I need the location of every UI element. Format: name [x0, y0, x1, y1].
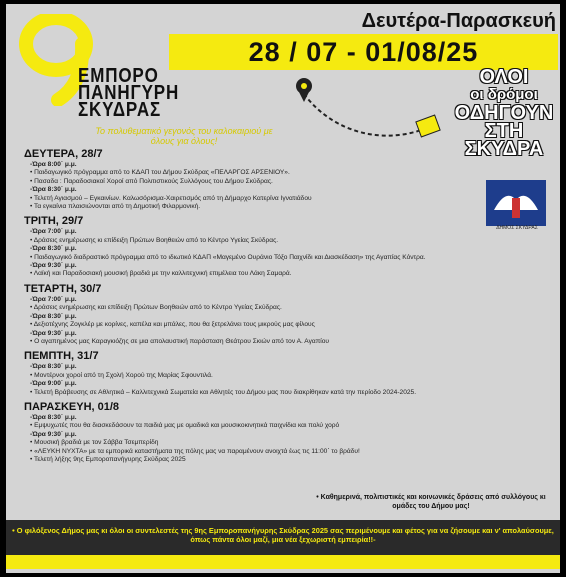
event-item: • Τελετή Βράβευσης σε Αθλητικά – Καλλιτεχνικά Σωματεία και Αθλητές του Δήμου μας που διακρίθηκαν κατά την περίοδο 2024-2025.	[30, 388, 417, 396]
day-title: ΤΕΤΑΡΤΗ, 30/7	[24, 282, 102, 295]
event-item: • Λαϊκή και Παραδοσιακή μουσική βραδιά με την καλλιτεχνική επιμέλεια του Λάκη Σαμαρά.	[30, 270, 292, 278]
day-block	[24, 283, 544, 346]
logo-line-1: ΕΜΠΟΡΟ	[78, 65, 159, 87]
event-item: • Παιδαγωγικό πρόγραμμα από το ΚΔΑΠ του Δήμου Σκύδρας «ΠΕΛΑΡΓΟΣ ΑΡΣΕΝΙΟΥ».	[30, 169, 290, 177]
day-block	[24, 148, 544, 211]
day-block	[24, 401, 544, 464]
day-title: ΤΡΙΤΗ, 29/7	[24, 215, 84, 228]
event-item: • Πασαδα : Παραδοσιακοί Χοροί από Πολιτιστικούς Συλλόγους του Δήμου Σκύδρας.	[30, 177, 273, 185]
day-title: ΠΕΜΠΤΗ, 31/7	[24, 350, 99, 363]
roads-line-3: ΟΔΗΓΟΥΝ	[454, 102, 554, 124]
event-item: • «ΛΕΥΚΗ ΝΥΧΤΑ» με τα εμπορικά καταστήματα της πόλης μας να παραμένουν ανοιχτά έως τις 11:00΄ το βράδυ!	[30, 447, 360, 455]
event-item: • Δράσεις ενημέρωσης κι επίδειξη Πρώτων Βοηθειών από το Κέντρο Υγείας Σκύδρας.	[30, 236, 279, 244]
logo-line-2: ΠΑΝΗΓΥΡΗ	[78, 82, 180, 104]
event-time: -Ώρα 9:00΄ μ.μ.	[30, 380, 77, 388]
event-time: -Ώρα 7:00΄ μ.μ.	[30, 228, 77, 236]
logo-line-3: ΣΚΥΔΡΑΣ	[78, 99, 162, 121]
route-path-icon	[294, 74, 454, 154]
event-poster	[6, 4, 560, 573]
day-block	[24, 350, 544, 397]
event-item: • Μουσική βραδιά με τον Σάββα Τσεμπερίδη	[30, 439, 159, 447]
schedule	[24, 144, 544, 464]
event-item: • Εμψυχωτές που θα διασκεδάσουν τα παιδιά μας με ομαδικά και μουσικοκινητικά παιχνίδια και πολύ χορό	[30, 422, 340, 430]
event-time: -Ώρα 9:30΄ μ.μ.	[30, 329, 77, 337]
event-time: -Ώρα 9:30΄ μ.μ.	[30, 430, 77, 438]
event-item: • Μοντέρνοι χοροί από τη Σχολή Χορού της Μαρίας Σφουντιλά.	[30, 371, 213, 379]
event-item: • Τελετή λήξης 9ης Εμποροπανήγυρης Σκύδρας 2025	[30, 455, 186, 463]
day-title: ΠΑΡΑΣΚΕΥΗ, 01/8	[24, 400, 120, 413]
bottom-accent-strip	[6, 555, 560, 569]
day-title: ΔΕΥΤΕΡΑ, 28/7	[24, 148, 103, 160]
event-time: -Ώρα 7:00΄ μ.μ.	[30, 295, 77, 303]
roads-line-1: ΟΛΟΙ	[479, 66, 529, 88]
roads-line-2: οι δρόμοι	[470, 86, 538, 103]
event-time: -Ώρα 8:30΄ μ.μ.	[30, 363, 77, 371]
event-item: • Ο αγαπημένος μας Καραγκιόζης σε μια απολαυστική παράσταση Θεάτρου Σκιών από τον Α. Αγαπίου	[30, 337, 329, 345]
event-item: • Δράσεις ενημέρωσης και επίδειξη Πρώτων Βοηθειών από το Κέντρο Υγείας Σκύδρας.	[30, 304, 282, 312]
daily-activities-note: • Καθημερινά, πολιτιστικές και κοινωνικές δράσεις από συλλόγους κι ομάδες του Δήμου μας!	[316, 494, 546, 510]
day-block	[24, 215, 544, 278]
days-heading: Δευτέρα-Παρασκευή	[361, 10, 556, 32]
event-item: • Παιδαγωγικό διαδραστικό πρόγραμμα από το ιδιωτικό ΚΔΑΠ «Μαγεμένο Ουράνιο Τόξο Παιχνίδι και Διασκέδαση» της Αγαπίας Κόντρα.	[30, 253, 426, 261]
roads-line-5: ΣΚΥΔΡΑ	[464, 138, 544, 160]
event-time: -Ώρα 8:00΄ μ.μ.	[30, 161, 77, 168]
closing-invitation: • Ο φιλόξενος Δήμος μας κι όλοι οι συντελεστές της 9ης Εμποροπανήγυρης Σκύδρας 2025 σας περιμένουμε και φέτος για να ζήσουμε και ν' απολαύσουμε, όπως πάντα όλοι μαζί, μια νέα ξεχωριστή εμπειρία!!-	[6, 520, 560, 556]
emblem-caption: ΔΗΜΟΣ ΣΚΥΔΡΑΣ	[496, 225, 538, 231]
event-item: • Τα εγκαίνια πλαισιώνονται από τη Δημοτική Φιλαρμονική.	[30, 203, 201, 211]
event-time: -Ώρα 8:30΄ μ.μ.	[30, 413, 77, 421]
event-time: -Ώρα 8:30΄ μ.μ.	[30, 312, 77, 320]
event-time: -Ώρα 8:30΄ μ.μ.	[30, 245, 77, 253]
event-item: • Δεξιοτέχνης Ζογκλέρ με κορίνες, καπέλα και μπάλες, που θα ξετρελάνει τους μικρούς μας φίλους	[30, 321, 315, 329]
slogan: Το πολυθεματικό γεγονός του καλοκαιριού με όλους για όλους!	[95, 126, 273, 146]
event-item: • Τελετή Αγιασμού – Εγκαινίων. Καλωσόρισμα-Χαιρετισμός από τη Δήμαρχο Κατερίνα Ιγνατιάδου	[30, 194, 312, 202]
roads-line-4: ΣΤΗ	[484, 120, 524, 142]
event-time: -Ώρα 9:30΄ μ.μ.	[30, 262, 77, 270]
event-time: -Ώρα 8:30΄ μ.μ.	[30, 186, 77, 194]
fair-logo-text	[78, 65, 180, 121]
dates-banner: 28 / 07 - 01/08/25	[169, 34, 558, 70]
